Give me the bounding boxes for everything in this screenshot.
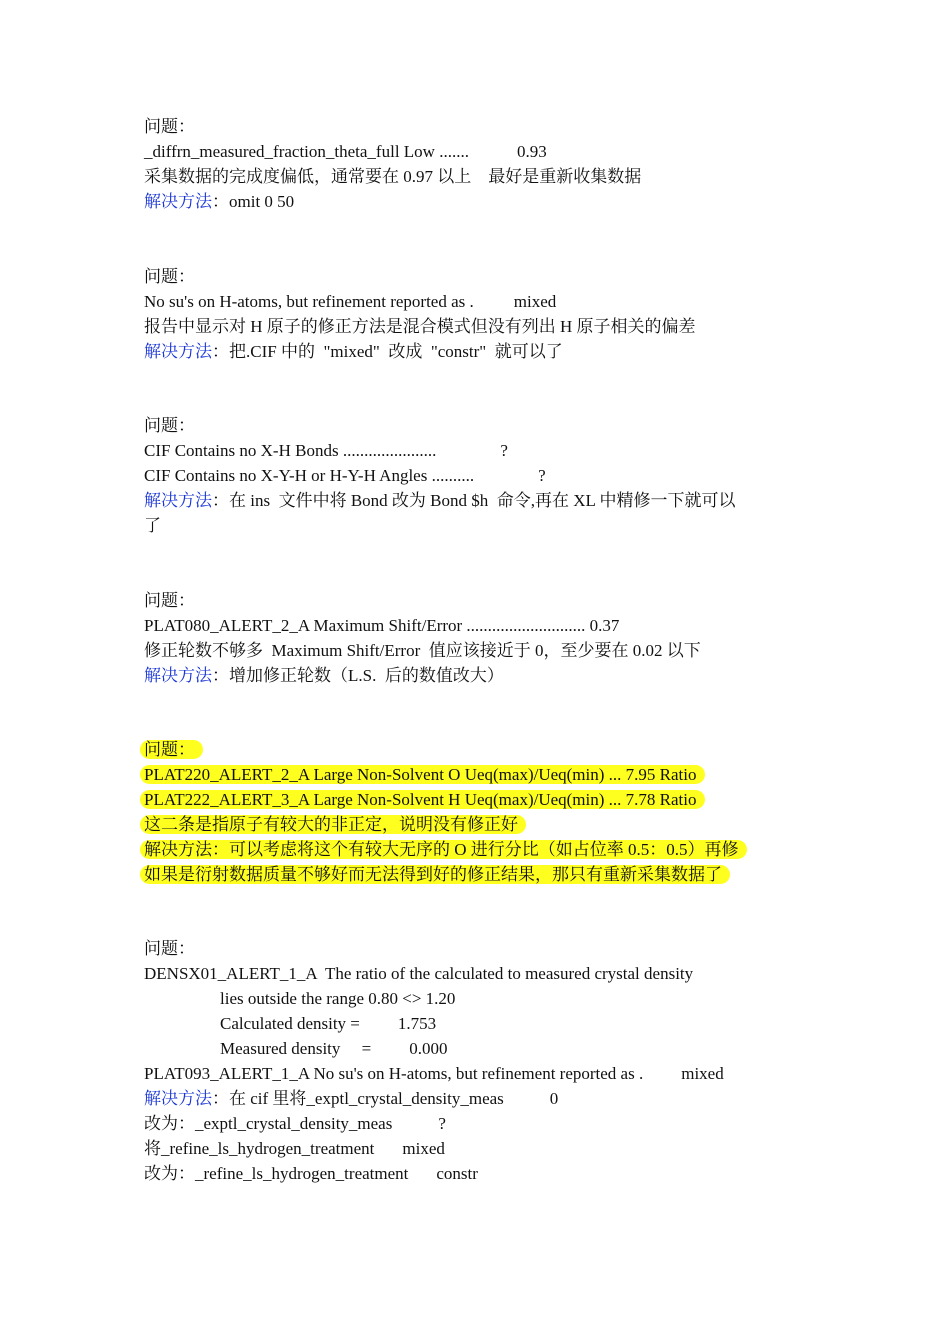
s5-desc [144, 814, 526, 836]
s1-line1 [144, 141, 547, 163]
s1-line1-key: _diffrn_measured_fraction_theta_full Low ....... [144, 142, 469, 161]
s3-line1 [144, 440, 508, 462]
s6-change2-key: 将_refine_ls_hydrogen_treatment [144, 1139, 375, 1158]
s3-fix-cont: 了 [144, 516, 161, 535]
s6-line4 [220, 1038, 447, 1060]
s3-fix [144, 490, 736, 512]
s4-desc: 修正轮数不够多 Maximum Shift/Error 值应该接近于 0，至少要在 0.02 以下 [144, 641, 701, 660]
s6-change1 [144, 1113, 446, 1135]
s6-change1-value: ? [438, 1114, 446, 1133]
s6-line1: DENSX01_ALERT_1_A The ratio of the calculated to measured crystal density [144, 964, 694, 983]
s6-line5-value: mixed [681, 1064, 724, 1083]
s1-fix [144, 191, 294, 213]
s5-line1-highlight: PLAT220_ALERT_2_A Large Non-Solvent O Ueq(max)/Ueq(min) ... 7.95 Ratio [140, 765, 705, 784]
s6-calc-value: 1.753 [397, 1014, 437, 1033]
s4-fix-label: 解决方法 [144, 666, 212, 685]
s5-title-highlight: 问题： [140, 740, 203, 759]
s1-fix-text: ：omit 0 50 [212, 192, 295, 211]
s5-line1 [144, 764, 705, 786]
s5-fix [144, 839, 747, 861]
s5-line2-highlight: PLAT222_ALERT_3_A Large Non-Solvent H Ueq(max)/Ueq(min) ... 7.78 Ratio [140, 790, 705, 809]
s6-fix-label: 解决方法 [144, 1089, 212, 1108]
s3-line1-key: CIF Contains no X-H Bonds ...................... [144, 441, 437, 460]
s5-fix-cont [144, 864, 730, 886]
s2-fix-label: 解决方法 [144, 342, 212, 361]
s1-title: 问题： [144, 117, 195, 136]
s6-fix-text: ：在 cif 里将_exptl_crystal_density_meas [212, 1089, 504, 1108]
s2-line1-value: mixed [513, 292, 557, 311]
s5-title [144, 739, 203, 761]
s6-line5-key: PLAT093_ALERT_1_A No su's on H-atoms, but refinement reported as . [144, 1064, 644, 1083]
s3-line2-value: ? [538, 466, 546, 485]
s1-desc: 采集数据的完成度偏低，通常要在 0.97 以上 最好是重新收集数据 [144, 167, 642, 186]
s2-line1 [144, 291, 556, 313]
s3-fix-label: 解决方法 [144, 491, 212, 510]
s5-line2 [144, 789, 705, 811]
s1-fix-label: 解决方法 [144, 192, 212, 211]
s6-change3 [144, 1163, 478, 1185]
s4-line1: PLAT080_ALERT_2_A Maximum Shift/Error ............................ 0.37 [144, 616, 620, 635]
s5-desc-highlight: 这二条是指原子有较大的非正定，说明没有修正好 [140, 815, 526, 834]
s3-fix-text: ：在 ins 文件中将 Bond 改为 Bond $h 命令,再在 XL 中精修一下就可以 [212, 491, 736, 510]
s3-line2-key: CIF Contains no X-Y-H or H-Y-H Angles .......... [144, 466, 475, 485]
s2-line1-key: No su's on H-atoms, but refinement reported as . [144, 292, 474, 311]
s6-meas-value: 0.000 [409, 1039, 448, 1058]
s6-calc-label: Calculated density = [220, 1014, 360, 1033]
s4-fix [144, 665, 504, 687]
s3-title: 问题： [144, 416, 195, 435]
s3-line1-value: ? [500, 441, 508, 460]
s2-fix [144, 341, 563, 363]
s4-title: 问题： [144, 591, 195, 610]
s6-change2-value: mixed [402, 1139, 445, 1158]
s6-line3 [220, 1013, 436, 1035]
s6-line2: lies outside the range 0.80 <> 1.20 [220, 989, 456, 1008]
s2-desc: 报告中显示对 H 原子的修正方法是混合模式但没有列出 H 原子相关的偏差 [144, 317, 696, 336]
s3-line2 [144, 465, 546, 487]
s5-fix-cont-highlight: 如果是衍射数据质量不够好而无法得到好的修正结果，那只有重新采集数据了 [140, 865, 730, 884]
s6-change1-key: 改为：_exptl_crystal_density_meas [144, 1114, 393, 1133]
s6-fix [144, 1088, 558, 1110]
s2-fix-text: ：把.CIF 中的 "mixed" 改成 "constr" 就可以了 [212, 342, 563, 361]
s4-fix-text: ：增加修正轮数（L.S. 后的数值改大） [212, 666, 504, 685]
s1-line1-value: 0.93 [516, 142, 547, 161]
s6-change2 [144, 1138, 445, 1160]
s5-fix-highlight: 解决方法：可以考虑将这个有较大无序的 O 进行分比（如占位率 0.5：0.5）再修 [140, 840, 747, 859]
s2-title: 问题： [144, 267, 195, 286]
s6-meas-label: Measured density = [220, 1039, 372, 1058]
s6-fix-value: 0 [549, 1089, 559, 1108]
s6-change3-key: 改为：_refine_ls_hydrogen_treatment [144, 1164, 409, 1183]
s6-line5 [144, 1063, 724, 1085]
s6-change3-value: constr [436, 1164, 478, 1183]
s6-title: 问题： [144, 939, 195, 958]
